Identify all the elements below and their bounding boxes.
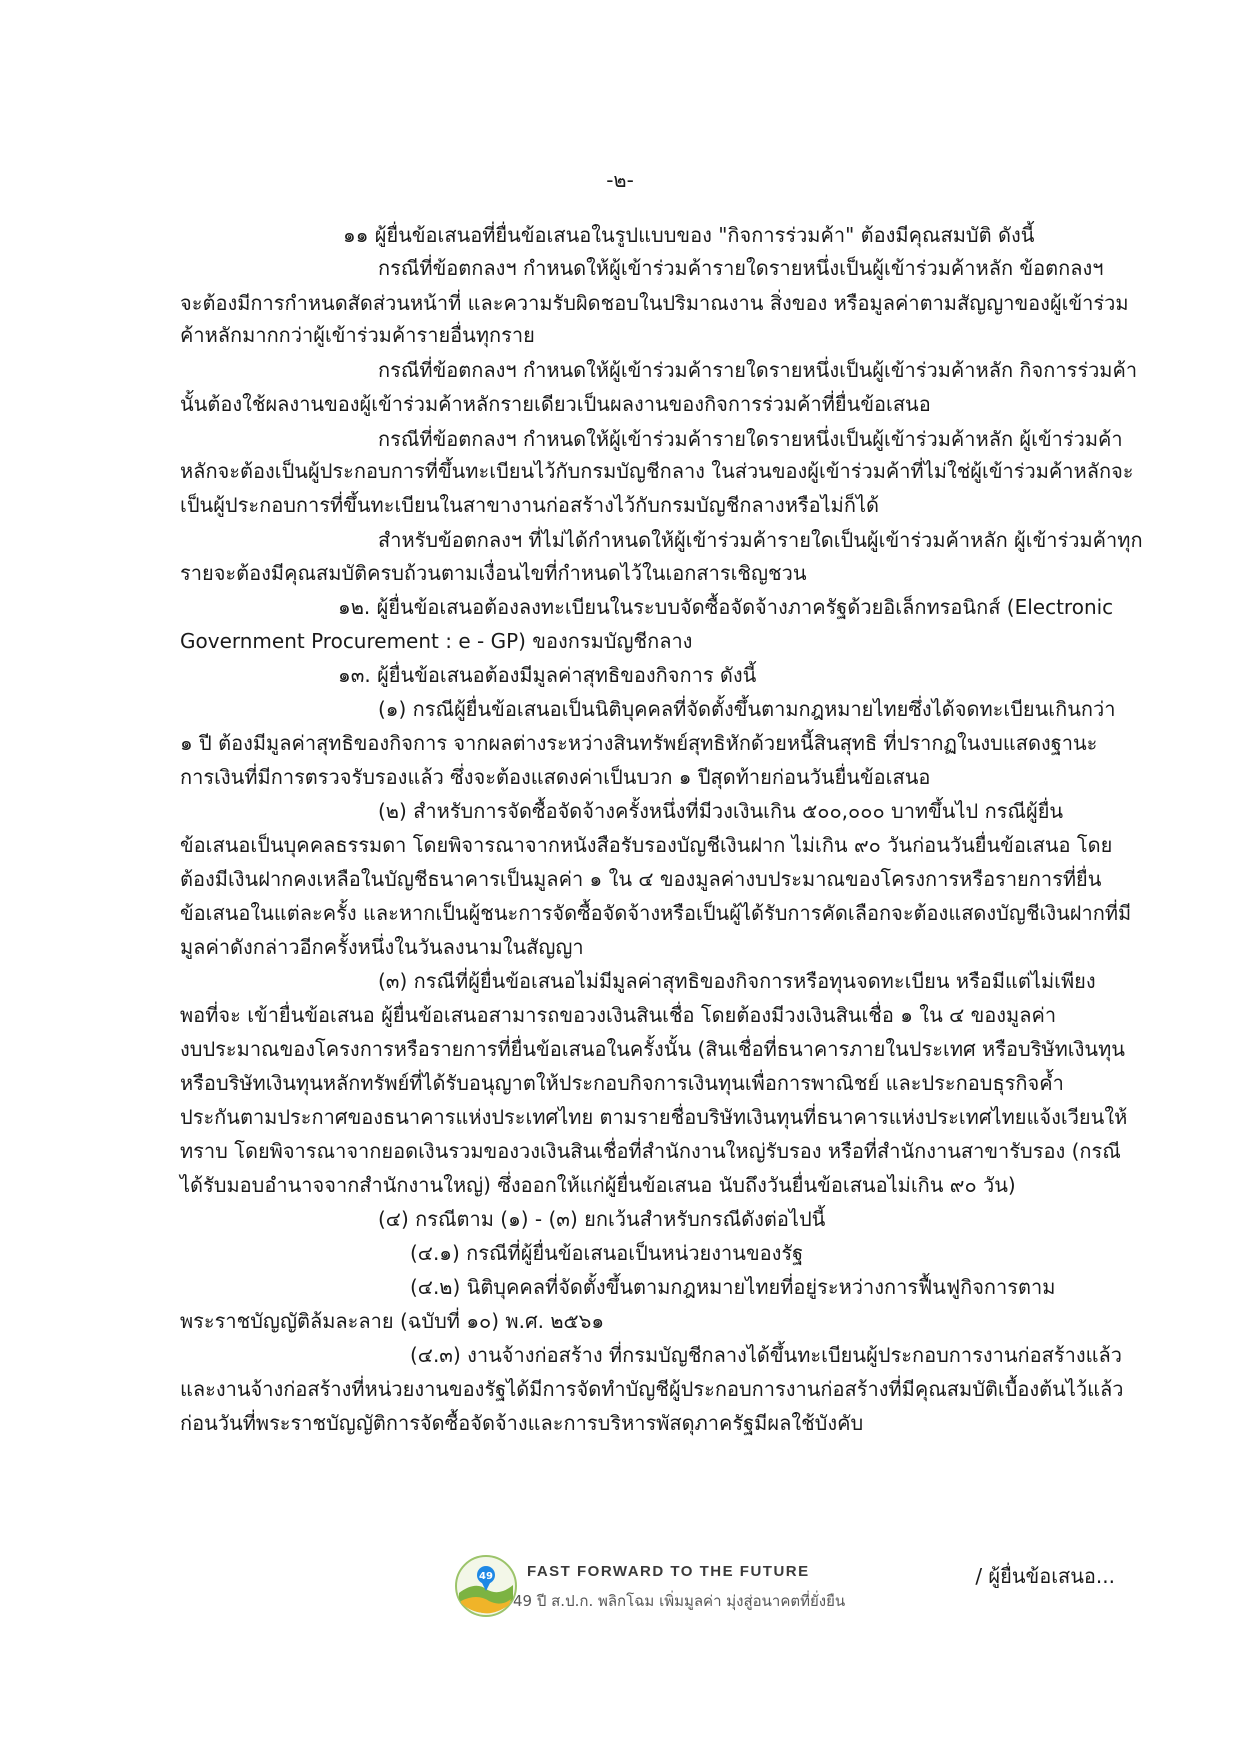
footer-slogan: 49 ปี ส.ป.ก. พลิกโฉม เพิ่มมูลค่า มุ่งสู่อนาคตที่ยั่งยืน: [513, 1592, 846, 1610]
text-line: (๔.๑) กรณีที่ผู้ยื่นข้อเสนอเป็นหน่วยงานของรัฐ: [410, 1241, 804, 1265]
text-line: (๒) สำหรับการจัดซื้อจัดจ้างครั้งหนึ่งที่มีวงเงินเกิน ๕๐๐,๐๐๐ บาทขึ้นไป กรณีผู้ยื่น: [378, 799, 1064, 823]
text-line: พระราชบัญญัติล้มละลาย (ฉบับที่ ๑๐) พ.ศ. ๒๕๖๑: [180, 1309, 605, 1333]
text-line: ค้าหลักมากกว่าผู้เข้าร่วมค้ารายอื่นทุกราย: [180, 323, 535, 347]
footer-branding: [455, 1555, 875, 1635]
text-line: ๑ ปี ต้องมีมูลค่าสุทธิของกิจการ จากผลต่างระหว่างสินทรัพย์สุทธิหักด้วยหนี้สินสุทธิ ที่ปรากฏในงบแสดงฐานะ: [180, 731, 1098, 755]
text-line: (๓) กรณีที่ผู้ยื่นข้อเสนอไม่มีมูลค่าสุทธิของกิจการหรือทุนจดทะเบียน หรือมีแต่ไม่เพียง: [378, 969, 1096, 993]
text-line: การเงินที่มีการตรวจรับรองแล้ว ซึ่งจะต้องแสดงค่าเป็นบวก ๑ ปีสุดท้ายก่อนวันยื่นข้อเสนอ: [180, 765, 931, 789]
text-line: ก่อนวันที่พระราชบัญญัติการจัดซื้อจัดจ้างและการบริหารพัสดุภาครัฐมีผลใช้บังคับ: [180, 1411, 864, 1435]
text-line: พอที่จะ เข้ายื่นข้อเสนอ ผู้ยื่นข้อเสนอสามารถขอวงเงินสินเชื่อ โดยต้องมีวงเงินสินเชื่อ ๑ ใน ๔ ของมูลค่า: [180, 1003, 1057, 1027]
text-line: (๔.๓) งานจ้างก่อสร้าง ที่กรมบัญชีกลางได้ขึ้นทะเบียนผู้ประกอบการงานก่อสร้างแล้ว: [410, 1343, 1122, 1367]
text-line: Government Procurement : e - GP) ของกรมบัญชีกลาง: [180, 629, 693, 653]
text-line: (๑) กรณีผู้ยื่นข้อเสนอเป็นนิติบุคคลที่จัดตั้งขึ้นตามกฎหมายไทยซึ่งได้จดทะเบียนเกินกว่า: [378, 697, 1116, 721]
text-line: นั้นต้องใช้ผลงานของผู้เข้าร่วมค้าหลักรายเดียวเป็นผลงานของกิจการร่วมค้าที่ยื่นข้อเสนอ: [180, 392, 931, 416]
text-line: (๔.๒) นิติบุคคลที่จัดตั้งขึ้นตามกฎหมายไทยที่อยู่ระหว่างการฟื้นฟูกิจการตาม: [410, 1275, 1056, 1299]
text-line: รายจะต้องมีคุณสมบัติครบถ้วนตามเงื่อนไขที่กำหนดไว้ในเอกสารเชิญชวน: [180, 561, 807, 585]
text-line: มูลค่าดังกล่าวอีกครั้งหนึ่งในวันลงนามในสัญญา: [180, 935, 584, 959]
text-line: ๑๓. ผู้ยื่นข้อเสนอต้องมีมูลค่าสุทธิของกิจการ ดังนี้: [338, 663, 757, 687]
page-number: -๒-: [606, 168, 634, 192]
alro-49-logo-icon: [455, 1555, 517, 1617]
text-line: กรณีที่ข้อตกลงฯ กำหนดให้ผู้เข้าร่วมค้ารายใดรายหนึ่งเป็นผู้เข้าร่วมค้าหลัก ข้อตกลงฯ: [378, 256, 1104, 280]
text-line: ๑๒. ผู้ยื่นข้อเสนอต้องลงทะเบียนในระบบจัดซื้อจัดจ้างภาครัฐด้วยอิเล็กทรอนิกส์ (Electronic: [338, 595, 1114, 619]
text-line: จะต้องมีการกำหนดสัดส่วนหน้าที่ และความรับผิดชอบในปริมาณงาน สิ่งของ หรือมูลค่าตามสัญญาของผู้เข้าร่วม: [180, 291, 1129, 315]
text-line: ได้รับมอบอำนาจจากสำนักงานใหญ่) ซึ่งออกให้แก่ผู้ยื่นข้อเสนอ นับถึงวันยื่นข้อเสนอไม่เกิน ๙๐ วัน): [180, 1173, 1016, 1197]
continuation-text: / ผู้ยื่นข้อเสนอ...: [975, 1564, 1115, 1588]
text-line: ข้อเสนอเป็นบุคคลธรรมดา โดยพิจารณาจากหนังสือรับรองบัญชีเงินฝาก ไม่เกิน ๙๐ วันก่อนวันยื่นข้อเสนอ โดย: [180, 833, 1113, 857]
text-line: งบประมาณของโครงการหรือรายการที่ยื่นข้อเสนอในครั้งนั้น (สินเชื่อที่ธนาคารภายในประเทศ หรือบริษัทเงินทุน: [180, 1037, 1125, 1061]
text-line: เป็นผู้ประกอบการที่ขึ้นทะเบียนในสาขางานก่อสร้างไว้กับกรมบัญชีกลางหรือไม่ก็ได้: [180, 493, 880, 517]
logo-number: 49: [479, 1571, 493, 1582]
footer-tagline: FAST FORWARD TO THE FUTURE: [527, 1563, 810, 1580]
text-line: สำหรับข้อตกลงฯ ที่ไม่ได้กำหนดให้ผู้เข้าร่วมค้ารายใดเป็นผู้เข้าร่วมค้าหลัก ผู้เข้าร่วมค้าทุก: [378, 528, 1143, 552]
text-line: ต้องมีเงินฝากคงเหลือในบัญชีธนาคารเป็นมูลค่า ๑ ใน ๔ ของมูลค่างบประมาณของโครงการหรือรายการที่ยื่น: [180, 867, 1102, 891]
text-line: และงานจ้างก่อสร้างที่หน่วยงานของรัฐได้มีการจัดทำบัญชีผู้ประกอบการงานก่อสร้างที่มีคุณสมบัติเบื้องต้นไว้แล้ว: [180, 1377, 1124, 1401]
text-line: ทราบ โดยพิจารณาจากยอดเงินรวมของวงเงินสินเชื่อที่สำนักงานใหญ่รับรอง หรือที่สำนักงานสาขารับรอง (กรณี: [180, 1139, 1121, 1163]
text-line: ประกันตามประกาศของธนาคารแห่งประเทศไทย ตามรายชื่อบริษัทเงินทุนที่ธนาคารแห่งประเทศไทยแจ้งเวียนให้: [180, 1105, 1128, 1129]
text-line: ๑๑ ผู้ยื่นข้อเสนอที่ยื่นข้อเสนอในรูปแบบของ "กิจการร่วมค้า" ต้องมีคุณสมบัติ ดังนี้: [343, 223, 1035, 247]
text-line: (๔) กรณีตาม (๑) - (๓) ยกเว้นสำหรับกรณีดังต่อไปนี้: [378, 1207, 826, 1231]
text-line: หลักจะต้องเป็นผู้ประกอบการที่ขึ้นทะเบียนไว้กับกรมบัญชีกลาง ในส่วนของผู้เข้าร่วมค้าที่ไม่ใช่ผู้เข้าร่วมค้าหลักจะ: [180, 459, 1134, 483]
text-line: กรณีที่ข้อตกลงฯ กำหนดให้ผู้เข้าร่วมค้ารายใดรายหนึ่งเป็นผู้เข้าร่วมค้าหลัก กิจการร่วมค้า: [378, 358, 1138, 382]
text-line: ข้อเสนอในแต่ละครั้ง และหากเป็นผู้ชนะการจัดซื้อจัดจ้างหรือเป็นผู้ได้รับการคัดเลือกจะต้องแสดงบัญชีเงินฝากที่มี: [180, 901, 1132, 925]
text-line: กรณีที่ข้อตกลงฯ กำหนดให้ผู้เข้าร่วมค้ารายใดรายหนึ่งเป็นผู้เข้าร่วมค้าหลัก ผู้เข้าร่วมค้า: [378, 427, 1123, 451]
text-line: หรือบริษัทเงินทุนหลักทรัพย์ที่ได้รับอนุญาตให้ประกอบกิจการเงินทุนเพื่อการพาณิชย์ และประกอบธุรกิจค้ำ: [180, 1071, 1064, 1095]
